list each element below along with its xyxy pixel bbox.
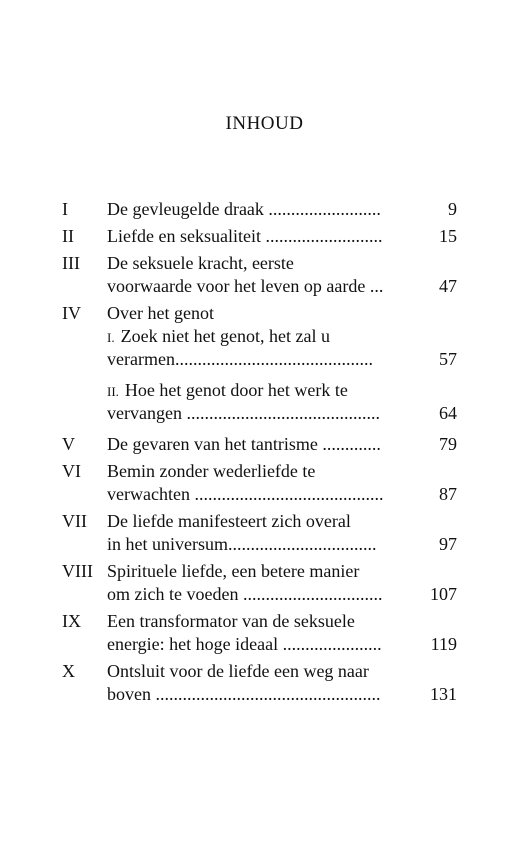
chapter-number: IX — [62, 611, 81, 631]
toc-entry — [0, 510, 529, 556]
chapter-title: Bemin zonder wederliefde te — [107, 461, 316, 481]
toc-entry — [0, 433, 529, 456]
chapter-title: De gevaren van het tantrisme ............. — [107, 434, 381, 454]
chapter-number: II — [62, 226, 74, 246]
chapter-number: I — [62, 199, 68, 219]
toc-entry — [0, 302, 529, 325]
chapter-title: De gevleugelde draak ......................... — [107, 199, 381, 219]
subchapter-title-continued: vervangen ........................................... — [107, 403, 380, 423]
chapter-number: VI — [62, 461, 81, 481]
chapter-title-continued: verwachten .......................................... — [107, 484, 384, 504]
toc-entry — [0, 198, 529, 221]
subchapter-number: II. — [107, 384, 119, 399]
toc-entry — [0, 560, 529, 606]
toc-entry — [0, 225, 529, 248]
chapter-number: III — [62, 253, 80, 273]
page-number: 97 — [439, 534, 457, 554]
page-number: 131 — [430, 684, 457, 704]
chapter-number: V — [62, 434, 75, 454]
page-number: 57 — [439, 349, 457, 369]
chapter-number: VIII — [62, 561, 93, 581]
toc-subentry — [0, 379, 529, 425]
page-number: 79 — [439, 434, 457, 454]
chapter-number: X — [62, 661, 75, 681]
subchapter-number: I. — [107, 330, 115, 345]
page-number: 87 — [439, 484, 457, 504]
chapter-title: Spirituele liefde, een betere manier — [107, 561, 360, 581]
chapter-title-continued: boven .................................................. — [107, 684, 381, 704]
page-title: INHOUD — [225, 113, 304, 134]
page-number: 119 — [430, 634, 457, 654]
toc-subentry — [0, 325, 529, 371]
chapter-title: Over het genot — [107, 303, 214, 323]
chapter-number: VII — [62, 511, 87, 531]
chapter-title: De liefde manifesteert zich overal — [107, 511, 351, 531]
page-number: 64 — [439, 403, 457, 423]
toc-entry — [0, 660, 529, 706]
subchapter-title: I. Zoek niet het genot, het zal u — [107, 326, 331, 346]
chapter-title-continued: energie: het hoge ideaal ...................... — [107, 634, 382, 654]
toc-entry — [0, 610, 529, 656]
chapter-title-continued: om zich te voeden ............................... — [107, 584, 383, 604]
page-number: 47 — [439, 276, 457, 296]
toc-entry — [0, 460, 529, 506]
chapter-title: De seksuele kracht, eerste — [107, 253, 294, 273]
chapter-title: Een transformator van de seksuele — [107, 611, 355, 631]
chapter-title-continued: voorwaarde voor het leven op aarde ... — [107, 276, 384, 296]
chapter-title-continued: in het universum................................. — [107, 534, 377, 554]
subchapter-title: II. Hoe het genot door het werk te — [107, 380, 348, 400]
page-number: 15 — [439, 226, 457, 246]
page-number: 9 — [448, 199, 457, 219]
table-of-contents — [0, 198, 529, 706]
page-number: 107 — [430, 584, 457, 604]
subchapter-title-continued: verarmen............................................ — [107, 349, 373, 369]
chapter-number: IV — [62, 303, 81, 323]
chapter-title: Ontsluit voor de liefde een weg naar — [107, 661, 369, 681]
chapter-title: Liefde en seksualiteit .......................... — [107, 226, 383, 246]
toc-entry — [0, 252, 529, 298]
